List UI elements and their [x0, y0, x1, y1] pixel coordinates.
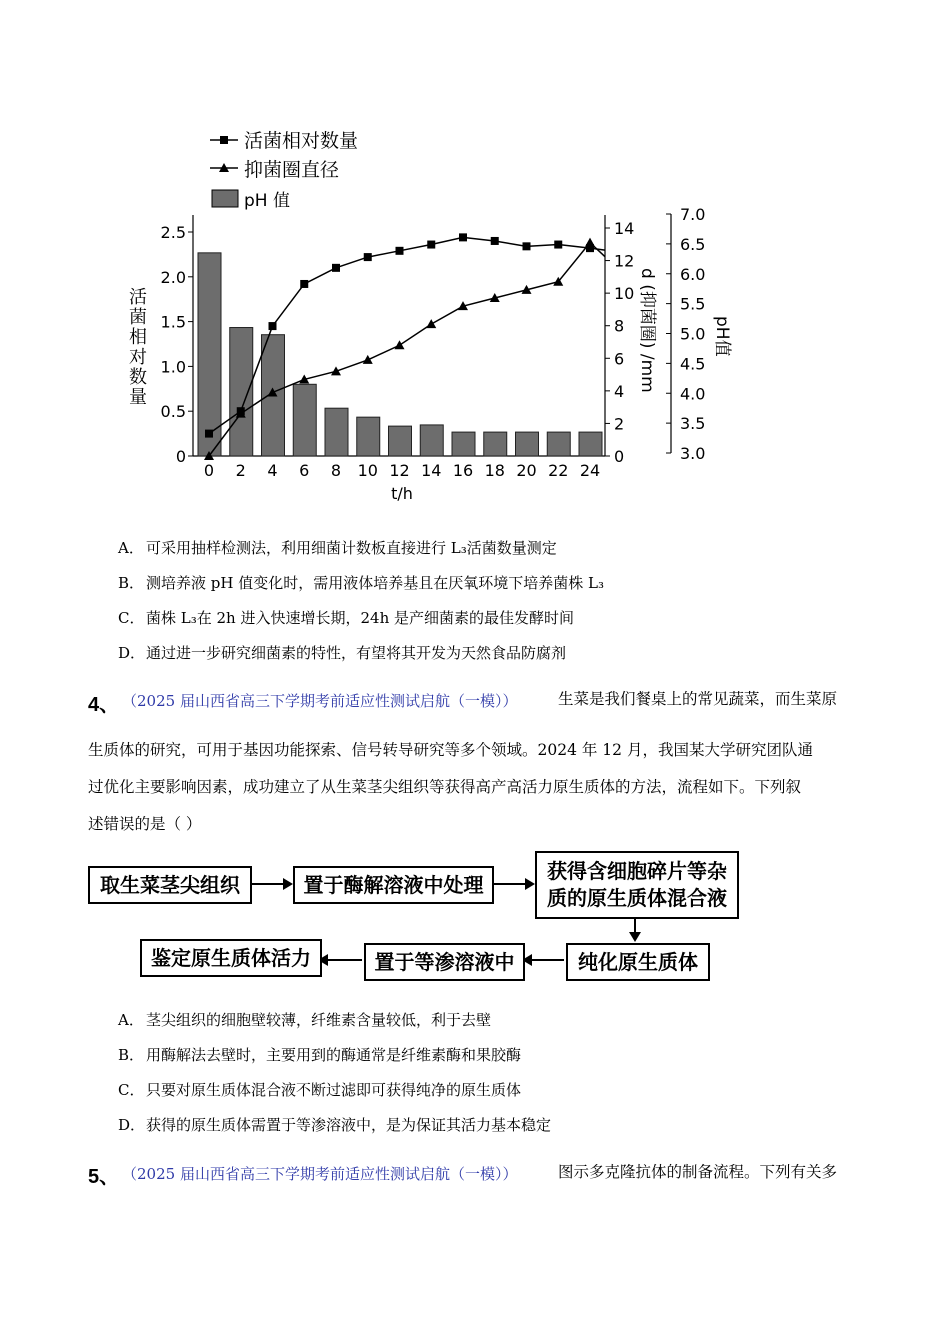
legend-label: 抑菌圈直径: [244, 159, 340, 181]
flow-step-label: 鉴定原生质体活力: [151, 945, 311, 970]
middle-axis-tick-label: 10: [614, 284, 635, 304]
option-letter: D．: [118, 644, 146, 662]
option-letter: B．: [118, 574, 145, 592]
flow-step-isotonic: [364, 943, 525, 981]
question-5-number: 5、: [88, 1166, 120, 1188]
ph-bar: [293, 384, 316, 456]
ph-axis-tick-label: 4.0: [680, 384, 706, 404]
ph-bar: [198, 253, 221, 456]
flow-step-label: 纯化原生质体: [578, 949, 698, 974]
inhibition-zone-point: [363, 355, 373, 364]
flow-step-label: 取生菜茎尖组织: [100, 872, 240, 897]
x-axis-label: t/h: [391, 484, 413, 503]
left-axis-tick-label: 2.5: [160, 223, 186, 242]
x-axis-tick-label: 22: [548, 461, 569, 480]
option-text: 获得的原生质体需置于等渗溶液中，是为保证其活力基本稳定: [146, 1116, 552, 1134]
chart-legend: [210, 130, 358, 211]
viable-count-point: [523, 242, 531, 250]
question-4-source[interactable]: （2025 届山西省高三下学期考前适应性测试启航（一模））: [122, 692, 518, 710]
ph-axis-tick-label: 3.0: [680, 444, 706, 463]
viable-count-point: [300, 280, 308, 288]
x-axis-tick-label: 14: [421, 461, 442, 480]
question-4-text-line2: 生质体的研究，可用于基因功能探索、信号转导研究等多个领域。2024 年 12 月，我国某大学研究团队通: [88, 741, 813, 759]
viable-count-point: [491, 237, 499, 245]
viable-count-point: [396, 247, 404, 255]
viable-count-point: [554, 241, 562, 249]
x-axis-tick-label: 8: [330, 461, 342, 480]
ph-bar: [357, 417, 380, 456]
flow-arrow: [251, 883, 291, 885]
x-axis-tick-label: 6: [299, 461, 310, 480]
legend-label: 活菌相对数量: [244, 130, 359, 152]
q3-option-b[interactable]: [118, 573, 604, 593]
q4-option-c[interactable]: [118, 1080, 521, 1100]
left-axis-tick-label: 0.5: [160, 402, 186, 422]
viable-count-point: [332, 264, 340, 272]
ph-bars: [198, 253, 602, 456]
x-axis-tick-label: 20: [516, 461, 537, 480]
flow-step-take-tissue: [88, 866, 252, 904]
ph-bar: [579, 432, 602, 456]
ph-bar: [230, 328, 253, 456]
ph-axis-tick-label: 5.5: [680, 294, 706, 314]
x-axis-tick-label: 2: [235, 461, 246, 480]
option-letter: A．: [118, 539, 144, 557]
middle-axis-tick-label: 2: [614, 414, 625, 434]
question-4-text-line1: 生菜是我们餐桌上的常见蔬菜，而生菜原: [558, 690, 838, 708]
x-axis-tick-label: 10: [357, 461, 378, 480]
option-text: 可采用抽样检测法，利用细菌计数板直接进行 L₃活菌数量测定: [146, 539, 557, 557]
q3-option-c[interactable]: [118, 608, 574, 628]
middle-axis-tick-label: 14: [614, 219, 635, 238]
x-axis-tick-label: 0: [203, 461, 215, 480]
ph-axis-tick-label: 7.0: [680, 205, 706, 224]
middle-axis-tick-label: 4: [614, 381, 625, 401]
option-text: 用酶解法去壁时，主要用到的酶通常是纤维素酶和果胶酶: [146, 1046, 522, 1064]
question-4-number: 4、: [88, 694, 120, 716]
option-letter: A．: [118, 1011, 144, 1029]
flow-arrow: [634, 918, 636, 940]
left-axis-tick-label: 0: [175, 447, 186, 466]
option-text: 测培养液 pH 值变化时，需用液体培养基且在厌氧环境下培养菌株 L₃: [146, 574, 604, 592]
option-letter: C．: [118, 609, 145, 627]
flow-step-purify: [566, 943, 710, 981]
flow-step-enzymolysis: [293, 866, 494, 904]
left-axis-tick-label: 1.5: [160, 312, 186, 332]
flow-arrow: [320, 959, 362, 961]
flow-arrow: [493, 883, 533, 885]
ph-axis-tick-label: 6.0: [680, 264, 706, 284]
question-4-text-line4: 述错误的是（ ）: [88, 815, 202, 833]
ph-bar: [452, 432, 475, 456]
ph-axis-tick-label: 3.5: [680, 414, 706, 434]
x-axis-tick-label: 24: [579, 461, 601, 480]
question-4-text-line3: 过优化主要影响因素，成功建立了从生菜茎尖组织等获得高产高活力原生质体的方法，流程如下。下列叙: [88, 778, 802, 796]
left-axis-label-char: 活: [129, 287, 147, 308]
option-letter: D．: [118, 1116, 146, 1134]
ph-bar: [389, 426, 412, 456]
x-axis-tick-label: 12: [389, 461, 410, 480]
viable-count-point: [427, 241, 435, 249]
ph-bar: [516, 432, 539, 456]
viable-count-point: [364, 253, 372, 261]
ph-axis-tick-label: 5.0: [680, 324, 706, 344]
inhibition-zone-point: [395, 340, 405, 349]
inhibition-zone-point: [426, 319, 436, 328]
flow-step-identify-viability: [140, 939, 322, 977]
ph-bar: [420, 425, 443, 456]
x-axis-tick-label: 4: [267, 461, 278, 480]
q4-option-a[interactable]: [118, 1010, 491, 1030]
left-axis-label-char: 量: [129, 387, 147, 408]
left-axis-label-char: 对: [129, 347, 147, 368]
q4-option-b[interactable]: [118, 1045, 521, 1065]
viable-count-point: [459, 233, 467, 241]
q3-option-a[interactable]: [118, 538, 557, 558]
x-axis-tick-label: 16: [452, 461, 474, 480]
middle-axis-label: d (抑菌圈) /mm: [637, 268, 657, 393]
left-axis-label-char: 数: [129, 367, 147, 388]
legend-square-marker: [220, 136, 228, 144]
option-text: 只要对原生质体混合液不断过滤即可获得纯净的原生质体: [146, 1081, 522, 1099]
q4-option-d[interactable]: [118, 1115, 551, 1135]
left-axis-label-char: 相: [129, 327, 147, 348]
legend-label: pH 值: [244, 191, 290, 211]
middle-axis-tick-label: 12: [614, 251, 635, 271]
option-text: 通过进一步研究细菌素的特性，有望将其开发为天然食品防腐剂: [146, 644, 567, 662]
flow-step-mixture: [535, 851, 739, 919]
option-letter: B．: [118, 1046, 145, 1064]
option-text: 菌株 L₃在 2h 进入快速增长期，24h 是产细菌素的最佳发酵时间: [146, 609, 575, 627]
middle-axis-tick-label: 6: [614, 349, 625, 369]
left-axis-tick-label: 1.0: [160, 357, 186, 377]
question-5-source[interactable]: （2025 届山西省高三下学期考前适应性测试启航（一模））: [122, 1165, 518, 1183]
ph-axis-tick-label: 6.5: [680, 234, 706, 254]
ph-bar: [484, 432, 507, 456]
flow-arrow: [524, 959, 564, 961]
option-letter: C．: [118, 1081, 145, 1099]
question-5-text: 图示多克隆抗体的制备流程。下列有关多: [558, 1163, 838, 1181]
ph-axis-tick-label: 4.5: [680, 354, 706, 374]
viable-count-point: [269, 322, 277, 330]
ph-bar: [325, 408, 348, 456]
middle-axis-tick-label: 0: [614, 447, 625, 466]
flow-step-label: 置于酶解溶液中处理: [303, 872, 484, 897]
ph-bar: [547, 432, 570, 456]
ph-axis-label: pH值: [712, 316, 732, 357]
x-axis-tick-label: 18: [484, 461, 505, 480]
q3-option-d[interactable]: [118, 643, 566, 663]
option-text: 茎尖组织的细胞壁较薄，纤维素含量较低，利于去壁: [146, 1011, 492, 1029]
flow-step-label: 置于等渗溶液中: [374, 949, 515, 974]
viable-count-point: [205, 430, 213, 438]
flow-step-label: 质的原生质体混合液: [547, 886, 727, 910]
flow-step-label: 获得含细胞碎片等杂: [547, 859, 727, 883]
bacteria-growth-chart: [110, 120, 750, 510]
legend-bar-swatch: [212, 190, 238, 207]
left-axis-tick-label: 2.0: [160, 267, 186, 287]
middle-axis-tick-label: 8: [614, 316, 625, 336]
left-axis-label-char: 菌: [129, 307, 147, 328]
